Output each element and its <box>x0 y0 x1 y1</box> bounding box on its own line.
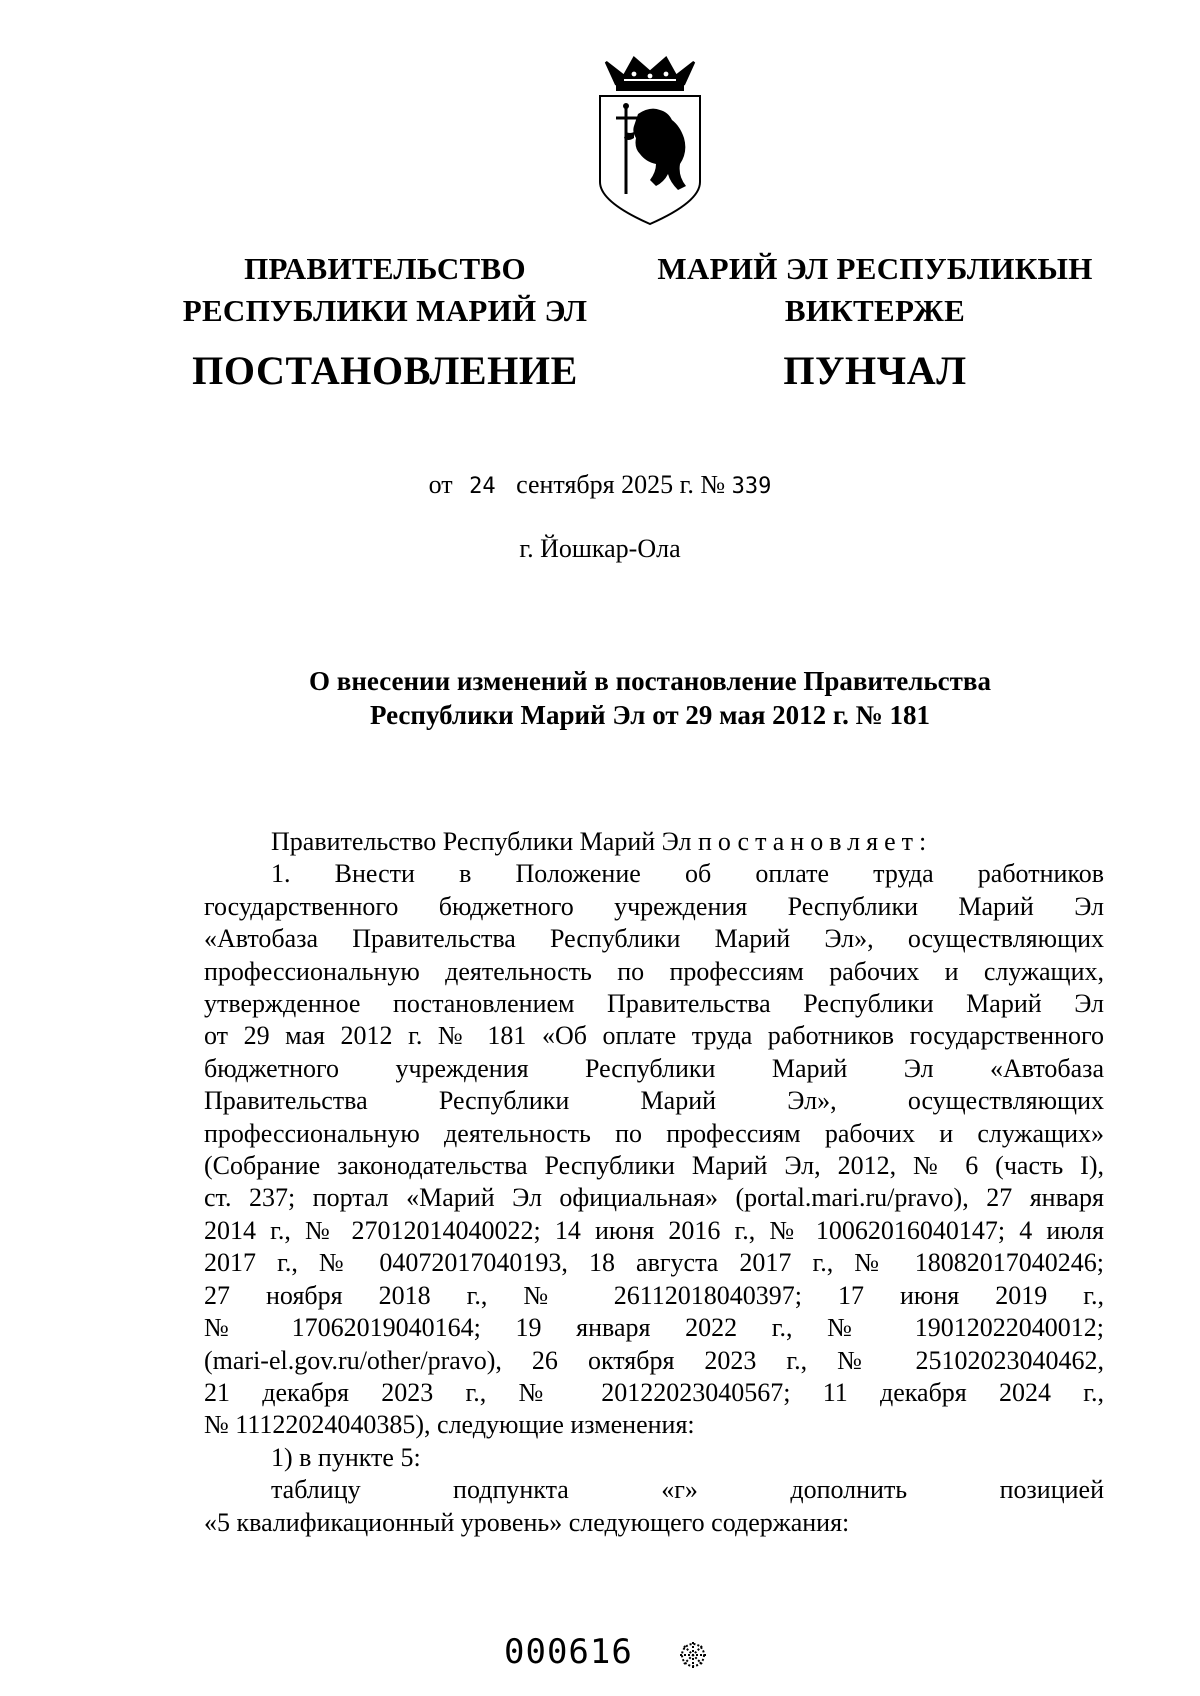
document-title <box>200 664 1100 732</box>
document-number: 339 <box>731 474 772 499</box>
intro-text: Правительство Республики Марий Эл <box>271 827 698 856</box>
body-line: (Собрание законодательства Республики Марий Эл, 2012, № 6 (часть I), <box>204 1151 1104 1181</box>
stamp-number: 000616 <box>504 1632 633 1672</box>
government-name-mari-line1: МАРИЙ ЭЛ РЕСПУБЛИКЫН <box>657 251 1093 286</box>
body-line: 21 декабря 2023 г., № 20122023040567; 11 декабря 2024 г., <box>204 1377 1104 1407</box>
body-line: профессиональную деятельность по профессиям рабочих и служащих» <box>204 1118 1104 1148</box>
document-type-mari: ПУНЧАЛ <box>783 348 967 393</box>
date-month-year: сентября 2025 г. № <box>516 470 726 499</box>
document-type: ПОСТАНОВЛЕНИЕ <box>192 348 578 393</box>
registration-mark-icon <box>678 1640 708 1670</box>
title-line2: Республики Марий Эл от 29 мая 2012 г. № 181 <box>369 700 931 730</box>
body-line: от 29 мая 2012 г. № 181 «Об оплате труда работников государственного <box>204 1021 1104 1051</box>
date-prefix: от <box>428 470 453 499</box>
document-body <box>204 826 1104 1539</box>
body-line: (mari-el.gov.ru/other/pravo), 26 октября 2023 г., № 25102023040462, <box>204 1345 1104 1375</box>
coat-of-arms-emblem-icon <box>594 54 706 226</box>
body-line: Правительства Республики Марий Эл», осуществляющих <box>204 1086 1104 1116</box>
government-name-line1: ПРАВИТЕЛЬСТВО <box>244 251 526 286</box>
intro-spaced: постановляет: <box>697 827 933 856</box>
body-line: государственного бюджетного учреждения Республики Марий Эл <box>204 891 1104 921</box>
title-line1: О внесении изменений в постановление Правительства <box>309 666 991 696</box>
city: г. Йошкар-Ола <box>519 534 681 563</box>
body-line: профессиональную деятельность по профессиям рабочих и служащих, <box>204 956 1104 986</box>
body-line: 1. Внести в Положение об оплате труда работников <box>271 859 1104 889</box>
government-name-mari-line2: ВИКТЕРЖЕ <box>784 293 966 328</box>
header-left <box>180 248 590 396</box>
date-day: 24 <box>469 474 496 499</box>
subitem-line1: таблицу подпункта «г» дополнить позицией <box>271 1475 1104 1505</box>
body-line: № 17062019040164; 19 января 2022 г., № 19012022040012; <box>204 1313 1104 1343</box>
government-name-line2: РЕСПУБЛИКИ МАРИЙ ЭЛ <box>182 293 588 328</box>
body-line-last: № 11122024040385), следующие изменения: <box>204 1410 695 1440</box>
body-line: 2014 г., № 27012014040022; 14 июня 2016 г., № 10062016040147; 4 июля <box>204 1215 1104 1245</box>
body-line: ст. 237; портал «Марий Эл официальная» (portal.mari.ru/pravo), 27 января <box>204 1183 1104 1213</box>
item-1: 1) в пункте 5: <box>271 1442 421 1472</box>
header-right <box>655 248 1095 396</box>
subitem-line2: «5 квалификационный уровень» следующего содержания: <box>204 1507 850 1537</box>
body-line: 27 ноября 2018 г., № 26112018040397; 17 июня 2019 г., <box>204 1280 1104 1310</box>
body-line: бюджетного учреждения Республики Марий Эл «Автобаза <box>204 1053 1104 1083</box>
date-line <box>0 470 1200 500</box>
body-line: утвержденное постановлением Правительства Республики Марий Эл <box>204 989 1104 1019</box>
body-line: «Автобаза Правительства Республики Марий Эл», осуществляющих <box>204 924 1104 954</box>
intro-paragraph <box>204 826 1104 858</box>
body-line: 2017 г., № 04072017040193, 18 августа 2017 г., № 18082017040246; <box>204 1248 1104 1278</box>
